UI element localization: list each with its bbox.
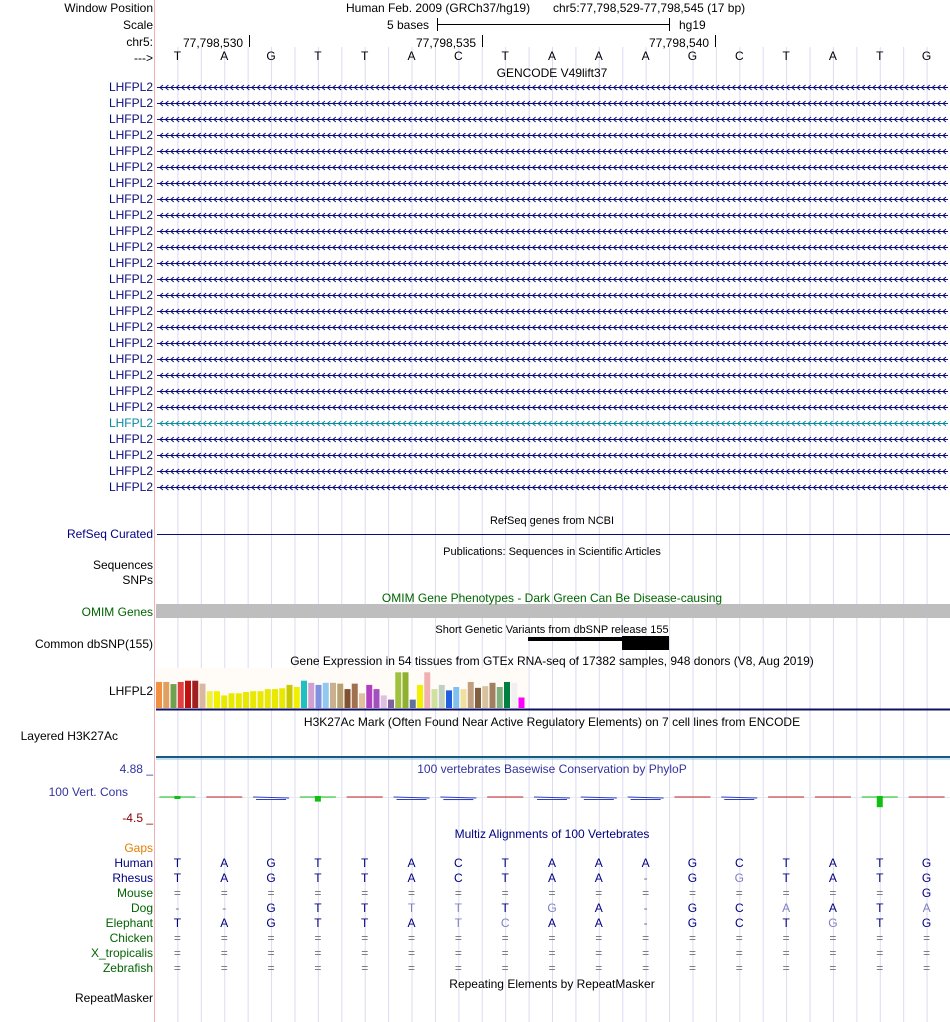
- alignment-base: A: [828, 856, 837, 870]
- alignment-base: G: [828, 916, 838, 930]
- alignment-base: =: [501, 961, 509, 975]
- gencode-gene-label[interactable]: LHFPL2: [108, 224, 153, 238]
- alignment-base: G: [266, 916, 276, 930]
- alignment-base: =: [923, 946, 931, 960]
- gtex-tissue-bar: [323, 683, 329, 708]
- gencode-gene-label[interactable]: LHFPL2: [108, 192, 153, 206]
- gencode-gene-label[interactable]: LHFPL2: [108, 272, 153, 286]
- gtex-tissue-bar: [236, 693, 242, 708]
- alignment-base: =: [782, 946, 790, 960]
- strand-arrow-label[interactable]: --->: [134, 51, 153, 65]
- alignment-base: =: [314, 961, 322, 975]
- base-letter: T: [361, 49, 369, 63]
- alignment-base: T: [173, 871, 182, 885]
- alignment-base: -: [643, 901, 648, 915]
- gtex-tissue-bar: [497, 687, 503, 708]
- gencode-gene-label[interactable]: LHFPL2: [108, 160, 153, 174]
- alignment-base: G: [266, 856, 276, 870]
- window-position-label: Window Position: [64, 1, 153, 15]
- alignment-base: T: [876, 871, 884, 885]
- alignment-base: A: [220, 871, 229, 885]
- alignment-base: =: [408, 886, 416, 900]
- common-dbsnp-label[interactable]: Common dbSNP(155): [34, 637, 153, 651]
- alignment-base: A: [547, 916, 557, 930]
- gtex-tissue-bar: [395, 672, 401, 708]
- phylop-score-bar: [397, 799, 427, 800]
- refseq-curated-label[interactable]: RefSeq Curated: [66, 527, 153, 541]
- alignment-base: =: [688, 961, 696, 975]
- alignment-base: =: [642, 961, 650, 975]
- gtex-tissue-bar: [468, 682, 474, 708]
- alignment-base: T: [782, 856, 790, 870]
- gtex-tissue-bar: [388, 700, 394, 708]
- gtex-tissue-bar: [214, 691, 220, 708]
- alignment-base: =: [735, 946, 743, 960]
- alignment-base: C: [454, 856, 463, 870]
- phylop-score-bar: [631, 799, 661, 800]
- gtex-tissue-bar: [207, 691, 213, 708]
- gtex-tissue-bar: [345, 689, 351, 708]
- gencode-gene-label[interactable]: LHFPL2: [108, 400, 153, 414]
- alignment-base: -: [222, 901, 227, 915]
- alignment-base: -: [643, 871, 648, 885]
- alignment-base: =: [595, 961, 603, 975]
- gtex-tissue-bar: [250, 691, 256, 708]
- gencode-gene-label[interactable]: LHFPL2: [108, 176, 153, 190]
- phylop-track-label[interactable]: 100 Vert. Cons: [48, 785, 128, 799]
- omim-track-title[interactable]: OMIM Gene Phenotypes - Dark Green Can Be Disease-causing: [381, 591, 723, 605]
- gtex-tissue-bar: [258, 691, 264, 708]
- alignment-base: =: [829, 961, 837, 975]
- gencode-gene-label[interactable]: LHFPL2: [108, 288, 153, 302]
- alignment-base: T: [782, 871, 790, 885]
- alignment-base: G: [921, 871, 932, 885]
- alignment-base: T: [361, 856, 369, 870]
- alignment-base: =: [735, 886, 743, 900]
- species-label[interactable]: Elephant: [105, 916, 153, 930]
- alignment-base: =: [876, 886, 884, 900]
- alignment-base: G: [266, 901, 276, 915]
- gtex-tissue-bar: [511, 683, 517, 708]
- alignment-base: =: [501, 946, 509, 960]
- gtex-tissue-bar: [381, 695, 387, 708]
- alignment-base: G: [687, 916, 698, 930]
- h3k27ac-track-title[interactable]: H3K27Ac Mark (Often Found Near Active Regulatory Elements) on 7 cell lines from ENCODE: [303, 715, 801, 729]
- alignment-base: =: [595, 946, 603, 960]
- alignment-base: A: [782, 901, 791, 915]
- alignment-base: =: [361, 886, 369, 900]
- gtex-tissue-bar: [163, 682, 169, 708]
- gtex-tissue-bar: [410, 700, 416, 708]
- gencode-gene-label[interactable]: LHFPL2: [108, 304, 153, 318]
- alignment-base: =: [782, 931, 790, 945]
- alignment-base: T: [876, 856, 884, 870]
- scale-label: Scale: [122, 18, 153, 32]
- alignment-base: A: [828, 901, 837, 915]
- sequences-label[interactable]: Sequences: [92, 558, 153, 572]
- alignment-base: G: [687, 856, 698, 870]
- alignment-base: =: [595, 931, 603, 945]
- layered-h3k27ac-label[interactable]: Layered H3K27Ac: [20, 729, 118, 743]
- gtex-track-title[interactable]: Gene Expression in 54 tissues from GTEx RNA-seq of 17382 samples, 948 donors (V8, Aug 2019): [290, 654, 814, 668]
- species-label[interactable]: X_tropicalis: [90, 946, 153, 960]
- gtex-tissue-bar: [308, 683, 314, 708]
- alignment-base: G: [921, 886, 932, 900]
- gtex-tissue-bar: [424, 672, 430, 708]
- base-letter: A: [641, 49, 650, 63]
- gencode-track-title[interactable]: GENCODE V49lift37: [496, 66, 608, 80]
- alignment-base: T: [782, 916, 790, 930]
- gencode-gene-label[interactable]: LHFPL2: [108, 464, 153, 478]
- gtex-tissue-bar: [482, 686, 488, 708]
- base-letter: T: [876, 49, 884, 63]
- alignment-base: T: [361, 901, 369, 915]
- alignment-base: =: [408, 946, 416, 960]
- gtex-tissue-bar: [192, 681, 198, 708]
- refseq-track-title[interactable]: RefSeq genes from NCBI: [489, 515, 615, 527]
- gtex-tissue-bar: [316, 685, 322, 708]
- repeatmasker-track-title[interactable]: Repeating Elements by RepeatMasker: [449, 977, 655, 991]
- base-letter: G: [266, 49, 276, 63]
- species-label[interactable]: Rhesus: [112, 871, 153, 885]
- gaps-label[interactable]: Gaps: [124, 841, 153, 855]
- phylop-score-bar: [256, 799, 286, 800]
- alignment-base: =: [454, 961, 462, 975]
- phylop-score-bar: [315, 796, 321, 802]
- phylop-track-title[interactable]: 100 vertebrates Basewise Conservation by PhyloP: [417, 762, 687, 776]
- gencode-gene-label[interactable]: LHFPL2: [108, 208, 153, 222]
- alignment-base: T: [314, 901, 322, 915]
- alignment-base: A: [594, 856, 603, 870]
- species-label[interactable]: Zebrafish: [102, 961, 153, 975]
- alignment-base: T: [454, 916, 463, 930]
- gtex-tissue-bar: [272, 689, 278, 708]
- base-letter: T: [314, 49, 322, 63]
- alignment-base: =: [829, 931, 837, 945]
- gencode-gene-label[interactable]: LHFPL2: [108, 256, 153, 270]
- alignment-base: =: [642, 931, 650, 945]
- alignment-base: A: [220, 856, 229, 870]
- gtex-tissue-bar: [200, 684, 206, 708]
- gtex-tissue-bar: [185, 681, 191, 708]
- alignment-base: G: [687, 901, 698, 915]
- alignment-base: -: [643, 916, 648, 930]
- alignment-base: G: [921, 916, 932, 930]
- alignment-base: T: [876, 916, 884, 930]
- alignment-base: A: [547, 871, 557, 885]
- alignment-base: =: [173, 931, 181, 945]
- gtex-tissue-bar: [330, 683, 336, 708]
- alignment-base: T: [361, 871, 369, 885]
- gtex-tissue-bar: [475, 688, 481, 708]
- gtex-tissue-bar: [156, 682, 162, 708]
- alignment-base: =: [923, 931, 931, 945]
- alignment-base: A: [641, 856, 650, 870]
- species-label[interactable]: Chicken: [109, 931, 153, 945]
- omim-phenotype-bar: [156, 604, 950, 618]
- alignment-base: =: [173, 961, 181, 975]
- alignment-base: =: [548, 946, 556, 960]
- alignment-base: G: [734, 871, 744, 885]
- alignment-base: =: [408, 961, 416, 975]
- phylop-score-bar: [877, 796, 883, 807]
- gtex-tissue-bar: [432, 689, 438, 708]
- gtex-tissue-bar: [504, 682, 510, 708]
- base-letter: A: [828, 49, 837, 63]
- ruler-tick-label: 77,798,540: [649, 36, 710, 50]
- alignment-base: T: [407, 901, 416, 915]
- phylop-score-bar: [537, 799, 567, 800]
- alignment-base: A: [594, 916, 603, 930]
- base-letter: A: [547, 49, 557, 63]
- alignment-base: =: [220, 946, 228, 960]
- alignment-base: T: [454, 901, 463, 915]
- gtex-gene-label[interactable]: LHFPL2: [108, 684, 153, 698]
- gencode-gene-label[interactable]: LHFPL2: [108, 384, 153, 398]
- alignment-base: =: [314, 946, 322, 960]
- base-letter: C: [734, 49, 744, 63]
- alignment-base: =: [782, 886, 790, 900]
- alignment-base: =: [361, 961, 369, 975]
- alignment-base: C: [454, 871, 463, 885]
- gencode-gene-label[interactable]: LHFPL2: [108, 80, 153, 94]
- alignment-base: =: [501, 931, 509, 945]
- gtex-tissue-bar: [178, 682, 184, 708]
- assembly-title: Human Feb. 2009 (GRCh37/hg19): [346, 1, 531, 15]
- gtex-tissue-bar: [337, 684, 343, 708]
- gtex-tissue-bar: [417, 685, 423, 708]
- alignment-base: =: [314, 931, 322, 945]
- alignment-base: -: [175, 901, 180, 915]
- alignment-base: C: [734, 856, 744, 870]
- gtex-tissue-bar: [352, 684, 358, 708]
- base-letter: G: [687, 49, 698, 63]
- base-letter: A: [220, 49, 229, 63]
- alignment-base: G: [687, 871, 698, 885]
- gtex-tissue-bar: [301, 681, 307, 708]
- alignment-base: A: [407, 856, 416, 870]
- gencode-gene-label[interactable]: LHFPL2: [108, 144, 153, 158]
- alignment-base: =: [267, 886, 275, 900]
- alignment-base: =: [829, 886, 837, 900]
- omim-genes-label[interactable]: OMIM Genes: [81, 605, 153, 619]
- multiz-track-title[interactable]: Multiz Alignments of 100 Vertebrates: [454, 827, 650, 841]
- repeatmasker-label[interactable]: RepeatMasker: [74, 991, 153, 1005]
- alignment-base: T: [501, 901, 509, 915]
- alignment-base: A: [220, 916, 229, 930]
- alignment-base: G: [921, 856, 932, 870]
- gtex-tissue-bar: [221, 695, 227, 708]
- snps-label[interactable]: SNPs: [122, 573, 153, 587]
- gencode-gene-label[interactable]: LHFPL2: [108, 352, 153, 366]
- alignment-base: =: [782, 961, 790, 975]
- alignment-base: A: [594, 871, 603, 885]
- gtex-tissue-bar: [374, 689, 380, 708]
- base-letter: C: [454, 49, 463, 63]
- alignment-base: A: [407, 871, 416, 885]
- alignment-base: =: [314, 886, 322, 900]
- alignment-base: A: [922, 901, 931, 915]
- alignment-base: =: [220, 961, 228, 975]
- gtex-tissue-bar: [519, 698, 525, 709]
- alignment-base: A: [828, 871, 837, 885]
- species-label[interactable]: Mouse: [116, 886, 153, 900]
- ruler-tick-label: 77,798,535: [416, 36, 477, 50]
- gtex-tissue-bar: [439, 685, 445, 708]
- gencode-gene-label[interactable]: LHFPL2: [108, 240, 153, 254]
- alignment-base: C: [734, 901, 744, 915]
- gencode-gene-label[interactable]: LHFPL2: [108, 432, 153, 446]
- phylop-min-label: -4.5 _: [122, 811, 153, 825]
- alignment-base: =: [361, 946, 369, 960]
- alignment-base: =: [220, 886, 228, 900]
- alignment-base: =: [454, 886, 462, 900]
- phylop-score-bar: [174, 796, 180, 799]
- window-position-value: chr5:77,798,529-77,798,545 (17 bp): [553, 1, 746, 15]
- alignment-base: =: [923, 961, 931, 975]
- dbsnp-variant-block: [622, 636, 669, 650]
- gencode-gene-label[interactable]: LHFPL2: [108, 336, 153, 350]
- alignment-base: =: [876, 946, 884, 960]
- alignment-base: =: [735, 961, 743, 975]
- alignment-base: =: [688, 946, 696, 960]
- alignment-base: =: [548, 931, 556, 945]
- alignment-base: =: [361, 931, 369, 945]
- alignment-base: =: [267, 946, 275, 960]
- alignment-base: =: [548, 961, 556, 975]
- base-letter: A: [594, 49, 603, 63]
- gtex-tissue-bar: [359, 693, 365, 708]
- dbsnp-track-title[interactable]: Short Genetic Variants from dbSNP release 155: [435, 624, 669, 636]
- gtex-tissue-bar: [287, 685, 293, 708]
- alignment-base: =: [454, 931, 462, 945]
- alignment-base: T: [314, 871, 322, 885]
- species-label[interactable]: Dog: [130, 901, 153, 915]
- alignment-base: T: [501, 856, 509, 870]
- alignment-base: T: [314, 916, 322, 930]
- alignment-base: =: [267, 931, 275, 945]
- gtex-tissue-bar: [490, 683, 496, 708]
- gencode-gene-label[interactable]: LHFPL2: [108, 448, 153, 462]
- alignment-base: =: [454, 946, 462, 960]
- gtex-tissue-bar: [366, 685, 372, 708]
- alignment-base: T: [361, 916, 369, 930]
- species-label[interactable]: Human: [114, 856, 153, 870]
- alignment-base: =: [220, 931, 228, 945]
- alignment-base: =: [876, 931, 884, 945]
- dbsnp-variant-bar: [528, 637, 622, 641]
- gencode-gene-label[interactable]: LHFPL2: [108, 96, 153, 110]
- alignment-base: =: [267, 961, 275, 975]
- alignment-base: T: [876, 901, 884, 915]
- gtex-tissue-bar: [461, 689, 467, 708]
- gencode-gene-label[interactable]: LHFPL2: [108, 112, 153, 126]
- gencode-gene-label[interactable]: LHFPL2: [108, 368, 153, 382]
- gtex-tissue-bar: [294, 687, 300, 708]
- alignment-base: =: [595, 886, 603, 900]
- gtex-tissue-bar: [279, 688, 285, 708]
- alignment-base: G: [547, 901, 557, 915]
- alignment-base: =: [501, 886, 509, 900]
- gencode-gene-label[interactable]: LHFPL2: [108, 416, 153, 430]
- phylop-score-bar: [724, 799, 754, 800]
- gtex-tissue-bar: [243, 692, 249, 708]
- alignment-base: =: [876, 961, 884, 975]
- gtex-tissue-bar: [453, 687, 459, 708]
- alignment-base: =: [173, 946, 181, 960]
- alignment-base: A: [547, 856, 557, 870]
- base-letter: T: [782, 49, 790, 63]
- alignment-base: =: [829, 946, 837, 960]
- alignment-base: =: [688, 931, 696, 945]
- alignment-base: T: [173, 916, 182, 930]
- gtex-tissue-bar: [229, 693, 235, 708]
- base-letter: T: [501, 49, 509, 63]
- alignment-base: =: [688, 886, 696, 900]
- ruler-tick-label: 77,798,530: [183, 36, 244, 50]
- base-letter: A: [407, 49, 416, 63]
- alignment-base: =: [173, 886, 181, 900]
- phylop-score-bar: [443, 799, 473, 800]
- gtex-tissue-bar: [171, 684, 177, 708]
- alignment-base: T: [314, 856, 322, 870]
- chrom-label: chr5:: [126, 35, 153, 49]
- alignment-base: C: [500, 916, 510, 930]
- gencode-gene-label[interactable]: LHFPL2: [108, 128, 153, 142]
- alignment-base: A: [407, 916, 416, 930]
- alignment-base: =: [642, 946, 650, 960]
- alignment-base: A: [594, 901, 603, 915]
- alignment-base: =: [735, 931, 743, 945]
- alignment-base: G: [266, 871, 276, 885]
- scale-text: 5 bases: [387, 18, 430, 32]
- alignment-base: T: [173, 856, 182, 870]
- gtex-tissue-bar: [265, 689, 271, 708]
- alignment-base: =: [548, 886, 556, 900]
- alignment-base: C: [734, 916, 744, 930]
- phylop-max-label: 4.88 _: [119, 762, 153, 776]
- alignment-base: =: [408, 931, 416, 945]
- scale-db: hg19: [679, 18, 706, 32]
- gencode-gene-label[interactable]: LHFPL2: [108, 320, 153, 334]
- alignment-base: T: [501, 871, 509, 885]
- phylop-score-bar: [584, 799, 614, 800]
- gtex-tissue-bar: [403, 672, 409, 708]
- publications-track-title[interactable]: Publications: Sequences in Scientific Articles: [443, 546, 661, 558]
- alignment-base: =: [642, 886, 650, 900]
- gencode-gene-label[interactable]: LHFPL2: [108, 480, 153, 494]
- gtex-tissue-bar: [446, 690, 452, 708]
- base-letter: T: [173, 49, 182, 63]
- base-letter: G: [921, 49, 932, 63]
